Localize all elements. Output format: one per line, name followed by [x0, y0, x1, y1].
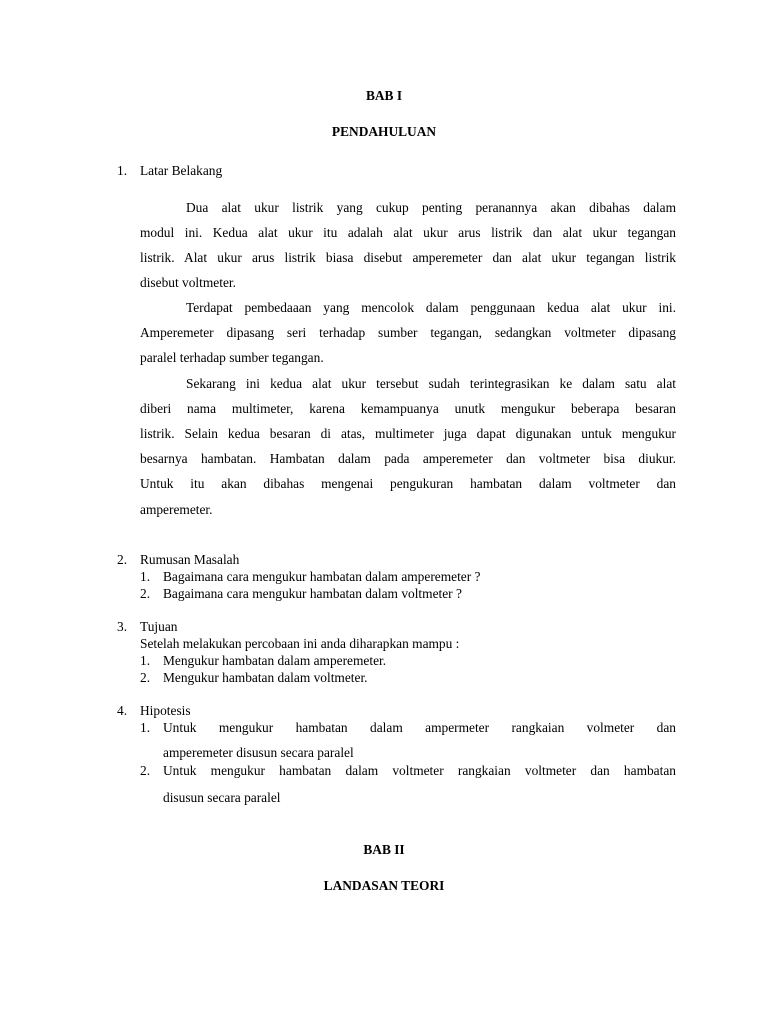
chapter-title: BAB I	[365, 88, 403, 103]
section-number: 2.	[117, 552, 128, 567]
list-item: Untuk mengukur hambatan dalam voltmeter rangkaian voltmeter dan hambatan	[163, 763, 676, 778]
section-number: 1.	[117, 163, 128, 178]
paragraph-line: Amperemeter dipasang seri terhadap sumber tegangan, sedangkan voltmeter dipasang	[140, 325, 676, 340]
paragraph-line: Untuk itu akan dibahas mengenai pengukuran hambatan dalam voltmeter dan	[140, 476, 676, 491]
list-item-number: 2.	[140, 670, 151, 685]
list-item: Bagaimana cara mengukur hambatan dalam voltmeter ?	[163, 586, 462, 601]
paragraph-line: amperemeter.	[140, 502, 213, 517]
list-item-number: 2.	[140, 586, 151, 601]
section-number: 4.	[117, 703, 128, 718]
paragraph-line: listrik. Alat ukur arus listrik biasa disebut amperemeter dan alat ukur tegangan listrik	[140, 250, 676, 265]
paragraph-line: listrik. Selain kedua besaran di atas, multimeter juga dapat digunakan untuk mengukur	[140, 426, 676, 441]
paragraph-line: Terdapat pembedaaan yang mencolok dalam penggunaan kedua alat ukur ini.	[186, 300, 676, 315]
list-item: Untuk mengukur hambatan dalam ampermeter rangkaian volmeter dan	[163, 720, 676, 735]
section-heading-rumusan-masalah: Rumusan Masalah	[140, 552, 240, 567]
chapter-subtitle: LANDASAN TEORI	[323, 878, 445, 893]
section-heading-latar-belakang: Latar Belakang	[140, 163, 223, 178]
section-number: 3.	[117, 619, 128, 634]
paragraph-line: paralel terhadap sumber tegangan.	[140, 350, 324, 365]
list-item-number: 2.	[140, 763, 151, 778]
section-heading-hipotesis: Hipotesis	[140, 703, 191, 718]
paragraph-line: Dua alat ukur listrik yang cukup penting peranannya akan dibahas dalam	[186, 200, 676, 215]
paragraph-line: modul ini. Kedua alat ukur itu adalah alat ukur arus listrik dan alat ukur tegangan	[140, 225, 676, 240]
list-item-continuation: disusun secara paralel	[163, 790, 281, 805]
tujuan-intro: Setelah melakukan percobaan ini anda diharapkan mampu :	[140, 636, 460, 651]
paragraph-line: disebut voltmeter.	[140, 275, 236, 290]
list-item-continuation: amperemeter disusun secara paralel	[163, 745, 354, 760]
section-heading-tujuan: Tujuan	[140, 619, 178, 634]
list-item-number: 1.	[140, 653, 151, 668]
list-item: Bagaimana cara mengukur hambatan dalam amperemeter ?	[163, 569, 481, 584]
paragraph-line: besarnya hambatan. Hambatan dalam pada amperemeter dan voltmeter bisa diukur.	[140, 451, 676, 466]
list-item: Mengukur hambatan dalam amperemeter.	[163, 653, 387, 668]
chapter-title: BAB II	[363, 842, 405, 857]
paragraph-line: diberi nama multimeter, karena kemampuanya unutk mengukur beberapa besaran	[140, 401, 676, 416]
chapter-subtitle: PENDAHULUAN	[331, 124, 437, 139]
paragraph-line: Sekarang ini kedua alat ukur tersebut sudah terintegrasikan ke dalam satu alat	[186, 376, 676, 391]
list-item-number: 1.	[140, 569, 151, 584]
list-item-number: 1.	[140, 720, 151, 735]
list-item: Mengukur hambatan dalam voltmeter.	[163, 670, 368, 685]
